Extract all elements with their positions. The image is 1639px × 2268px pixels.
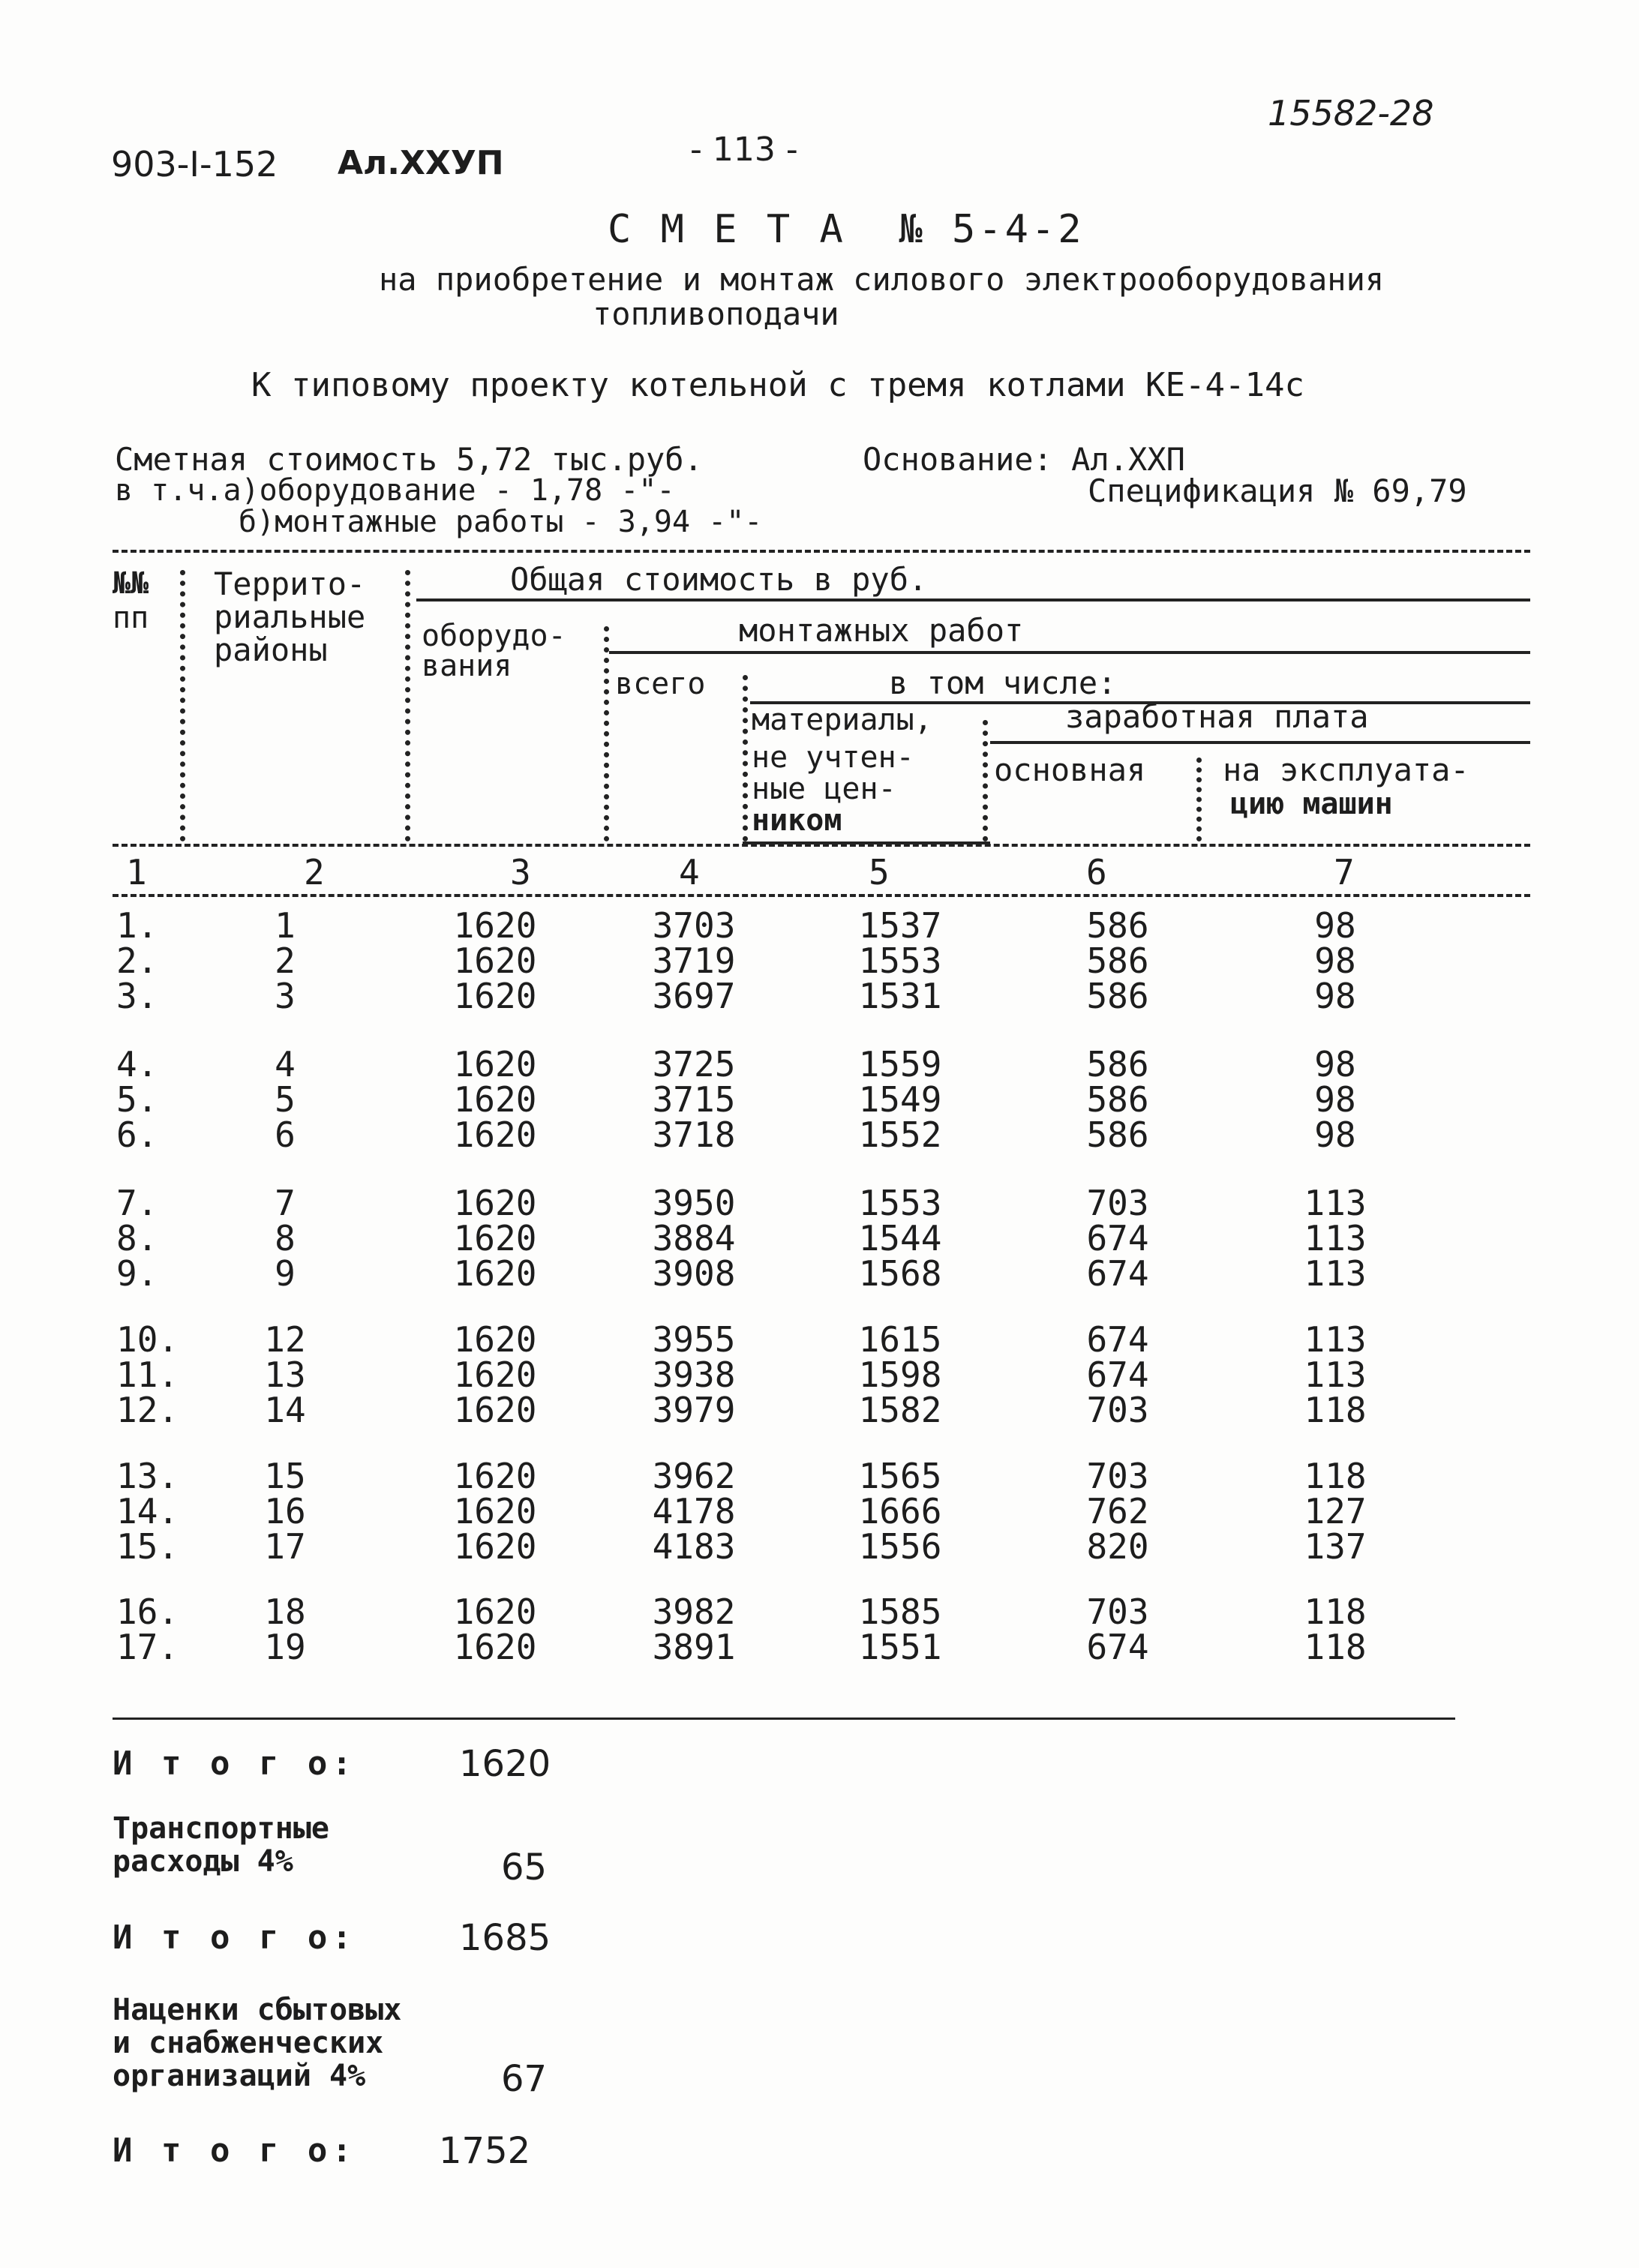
title-subtitle-line1: на приобретение и монтаж силового электрооборудования xyxy=(379,261,1385,298)
materials-cell: 1553 xyxy=(858,940,942,981)
machines-cell: 98 xyxy=(1314,1114,1356,1155)
document-code: 903-I-152 xyxy=(111,144,278,184)
machines-cell: 127 xyxy=(1304,1491,1367,1532)
total-cell: 3719 xyxy=(652,940,736,981)
total-cell: 3908 xyxy=(652,1253,736,1294)
machines-cell: 113 xyxy=(1304,1183,1367,1223)
machines-cell: 118 xyxy=(1304,1627,1367,1667)
materials-cell: 1531 xyxy=(858,976,942,1016)
materials-cell: 1559 xyxy=(858,1044,942,1084)
markup-label-2: и снабженческих xyxy=(113,2026,384,2060)
salary-cell: 703 xyxy=(1086,1390,1149,1430)
territory-cell: 4 xyxy=(275,1044,296,1084)
total-cell: 3938 xyxy=(652,1354,736,1395)
machines-cell: 98 xyxy=(1314,1044,1356,1084)
territory-cell: 19 xyxy=(264,1627,306,1667)
salary-cell: 674 xyxy=(1086,1218,1149,1258)
header-materials-4: ником xyxy=(752,803,842,838)
row-number: 3. xyxy=(116,976,158,1016)
equipment-cell: 1620 xyxy=(453,1354,537,1395)
salary-cell: 586 xyxy=(1086,1114,1149,1155)
markup-value: 67 xyxy=(501,2058,548,2100)
territory-cell: 6 xyxy=(275,1114,296,1155)
header-installation: монтажных работ xyxy=(739,612,1024,649)
territory-cell: 12 xyxy=(264,1319,306,1360)
salary-cell: 703 xyxy=(1086,1456,1149,1496)
col-separator-5 xyxy=(983,720,988,842)
materials-cell: 1585 xyxy=(858,1592,942,1632)
row-number: 9. xyxy=(116,1253,158,1294)
header-total-cost: Общая стоимость в руб. xyxy=(510,561,928,598)
basis-line: Основание: Ал.XXП xyxy=(863,441,1185,478)
itogo-value-3: 1752 xyxy=(439,2130,531,2172)
total-cell: 4178 xyxy=(652,1491,736,1532)
row-number: 2. xyxy=(116,940,158,981)
header-including: в том числе: xyxy=(889,664,1117,701)
equipment-cell: 1620 xyxy=(453,1390,537,1430)
equipment-cell: 1620 xyxy=(453,976,537,1016)
machines-cell: 118 xyxy=(1304,1390,1367,1430)
salary-cell: 586 xyxy=(1086,1079,1149,1120)
salary-cell: 674 xyxy=(1086,1319,1149,1360)
column-number-5: 5 xyxy=(869,852,890,892)
territory-cell: 14 xyxy=(264,1390,306,1430)
page-number: - 113 - xyxy=(690,130,798,169)
row-number: 12. xyxy=(116,1390,179,1430)
equipment-cell: 1620 xyxy=(453,1218,537,1258)
header-rule-salary xyxy=(990,741,1530,744)
equipment-cost: в т.ч.а)оборудование - 1,78 -"- xyxy=(115,473,675,508)
album-ref: Ал.XXУП xyxy=(338,144,504,182)
salary-cell: 586 xyxy=(1086,940,1149,981)
salary-cell: 820 xyxy=(1086,1526,1149,1567)
salary-cell: 703 xyxy=(1086,1183,1149,1223)
equipment-cell: 1620 xyxy=(453,1491,537,1532)
territory-cell: 17 xyxy=(264,1526,306,1567)
row-number: 8. xyxy=(116,1218,158,1258)
header-bottom-rule xyxy=(113,844,1530,847)
equipment-cell: 1620 xyxy=(453,905,537,946)
salary-cell: 674 xyxy=(1086,1354,1149,1395)
materials-cell: 1565 xyxy=(858,1456,942,1496)
machines-cell: 113 xyxy=(1304,1319,1367,1360)
row-number: 17. xyxy=(116,1627,179,1667)
materials-cell: 1552 xyxy=(858,1114,942,1155)
header-territory-2: риальные xyxy=(214,598,366,635)
machines-cell: 98 xyxy=(1314,940,1356,981)
column-number-4: 4 xyxy=(679,852,700,892)
salary-cell: 586 xyxy=(1086,976,1149,1016)
territory-cell: 18 xyxy=(264,1592,306,1632)
header-rule-installation xyxy=(609,651,1530,654)
transport-label-1: Транспортные xyxy=(113,1811,329,1846)
header-number: №№ xyxy=(113,566,149,601)
header-machines-2: цию машин xyxy=(1230,787,1393,821)
total-cell: 3982 xyxy=(652,1592,736,1632)
materials-cell: 1549 xyxy=(858,1079,942,1120)
territory-cell: 9 xyxy=(275,1253,296,1294)
machines-cell: 98 xyxy=(1314,1079,1356,1120)
markup-label-3: организаций 4% xyxy=(113,2059,366,2093)
project-line: К типовому проекту котельной с тремя котлами КЕ-4-14с xyxy=(251,366,1304,404)
materials-cell: 1544 xyxy=(858,1218,942,1258)
materials-cell: 1537 xyxy=(858,905,942,946)
territory-cell: 15 xyxy=(264,1456,306,1496)
salary-cell: 674 xyxy=(1086,1253,1149,1294)
materials-cell: 1551 xyxy=(858,1627,942,1667)
machines-cell: 98 xyxy=(1314,905,1356,946)
column-number-7: 7 xyxy=(1334,852,1355,892)
equipment-cell: 1620 xyxy=(453,1526,537,1567)
materials-cell: 1553 xyxy=(858,1183,942,1223)
col-separator-2 xyxy=(405,570,410,842)
total-cell: 3891 xyxy=(652,1627,736,1667)
territory-cell: 16 xyxy=(264,1491,306,1532)
header-territory-1: Террито- xyxy=(214,566,366,602)
materials-cell: 1615 xyxy=(858,1319,942,1360)
materials-cell: 1582 xyxy=(858,1390,942,1430)
column-number-3: 3 xyxy=(510,852,531,892)
salary-cell: 586 xyxy=(1086,905,1149,946)
territory-cell: 2 xyxy=(275,940,296,981)
salary-cell: 586 xyxy=(1086,1044,1149,1084)
row-number: 1. xyxy=(116,905,158,946)
archive-number: 15582-28 xyxy=(1268,93,1434,134)
transport-value: 65 xyxy=(501,1846,548,1888)
salary-cell: 762 xyxy=(1086,1491,1149,1532)
header-machines-1: на эксплуата- xyxy=(1223,752,1469,788)
header-materials-3: ные цен- xyxy=(752,772,896,806)
equipment-cell: 1620 xyxy=(453,1079,537,1120)
estimated-cost: Сметная стоимость 5,72 тыс.руб. xyxy=(115,441,703,478)
machines-cell: 118 xyxy=(1304,1592,1367,1632)
row-number: 13. xyxy=(116,1456,179,1496)
materials-cell: 1666 xyxy=(858,1491,942,1532)
col-separator-1 xyxy=(180,570,185,842)
row-number: 11. xyxy=(116,1354,179,1395)
transport-label-2: расходы 4% xyxy=(113,1844,293,1879)
itogo-value-1: 1620 xyxy=(459,1743,551,1785)
installation-cost: б)монтажные работы - 3,94 -"- xyxy=(239,505,763,539)
equipment-cell: 1620 xyxy=(453,1253,537,1294)
total-cell: 3715 xyxy=(652,1079,736,1120)
salary-cell: 703 xyxy=(1086,1592,1149,1632)
materials-cell: 1568 xyxy=(858,1253,942,1294)
header-salary-main: основная xyxy=(994,752,1146,788)
total-cell: 4183 xyxy=(652,1526,736,1567)
machines-cell: 137 xyxy=(1304,1526,1367,1567)
total-cell: 3725 xyxy=(652,1044,736,1084)
equipment-cell: 1620 xyxy=(453,1044,537,1084)
markup-label-1: Наценки сбытовых xyxy=(113,1993,402,2027)
equipment-cell: 1620 xyxy=(453,1183,537,1223)
total-cell: 3697 xyxy=(652,976,736,1016)
header-all: всего xyxy=(615,667,706,701)
territory-cell: 3 xyxy=(275,976,296,1016)
itogo-label-2: И т о г о: xyxy=(113,1918,356,1957)
header-equipment-1: оборудо- xyxy=(422,619,566,653)
territory-cell: 13 xyxy=(264,1354,306,1395)
specification-line: Спецификация № 69,79 xyxy=(1088,472,1467,509)
equipment-cell: 1620 xyxy=(453,1319,537,1360)
row-number: 7. xyxy=(116,1183,158,1223)
header-salary: заработная плата xyxy=(1065,698,1369,735)
column-numbers-rule xyxy=(113,894,1530,897)
col-separator-4 xyxy=(743,675,748,842)
itogo-label-1: И т о г о: xyxy=(113,1744,356,1783)
table-top-rule xyxy=(113,550,1530,553)
col-separator-3 xyxy=(604,626,609,842)
row-number: 5. xyxy=(116,1079,158,1120)
territory-cell: 7 xyxy=(275,1183,296,1223)
total-cell: 3979 xyxy=(652,1390,736,1430)
machines-cell: 113 xyxy=(1304,1354,1367,1395)
equipment-cell: 1620 xyxy=(453,940,537,981)
machines-cell: 118 xyxy=(1304,1456,1367,1496)
title-subtitle-line2: топливоподачи xyxy=(593,296,839,332)
row-number: 16. xyxy=(116,1592,179,1632)
table-bottom-rule xyxy=(113,1718,1455,1720)
equipment-cell: 1620 xyxy=(453,1456,537,1496)
machines-cell: 113 xyxy=(1304,1253,1367,1294)
header-materials-1: материалы, xyxy=(752,703,932,737)
col-separator-6 xyxy=(1196,758,1202,842)
total-cell: 3950 xyxy=(652,1183,736,1223)
territory-cell: 8 xyxy=(275,1218,296,1258)
row-number: 14. xyxy=(116,1491,179,1532)
total-cell: 3955 xyxy=(652,1319,736,1360)
itogo-label-3: И т о г о: xyxy=(113,2132,356,2170)
territory-cell: 5 xyxy=(275,1079,296,1120)
row-number: 6. xyxy=(116,1114,158,1155)
salary-cell: 674 xyxy=(1086,1627,1149,1667)
column-number-2: 2 xyxy=(304,852,325,892)
equipment-cell: 1620 xyxy=(453,1627,537,1667)
equipment-cell: 1620 xyxy=(453,1114,537,1155)
column-number-1: 1 xyxy=(126,852,147,892)
total-cell: 3718 xyxy=(652,1114,736,1155)
total-cell: 3962 xyxy=(652,1456,736,1496)
header-territory-3: районы xyxy=(214,632,328,668)
itogo-value-2: 1685 xyxy=(459,1917,551,1959)
document-title: С М Е Т А № 5-4-2 xyxy=(608,207,1085,252)
equipment-cell: 1620 xyxy=(453,1592,537,1632)
row-number: 15. xyxy=(116,1526,179,1567)
row-number: 10. xyxy=(116,1319,179,1360)
machines-cell: 98 xyxy=(1314,976,1356,1016)
header-rule-total-cost xyxy=(416,598,1530,602)
total-cell: 3703 xyxy=(652,905,736,946)
column-number-6: 6 xyxy=(1086,852,1107,892)
materials-cell: 1598 xyxy=(858,1354,942,1395)
materials-cell: 1556 xyxy=(858,1526,942,1567)
machines-cell: 113 xyxy=(1304,1218,1367,1258)
row-number: 4. xyxy=(116,1044,158,1084)
territory-cell: 1 xyxy=(275,905,296,946)
header-materials-2: не учтен- xyxy=(752,740,914,775)
header-equipment-2: вания xyxy=(422,649,512,683)
header-number-pp: пп xyxy=(113,601,149,635)
total-cell: 3884 xyxy=(652,1218,736,1258)
